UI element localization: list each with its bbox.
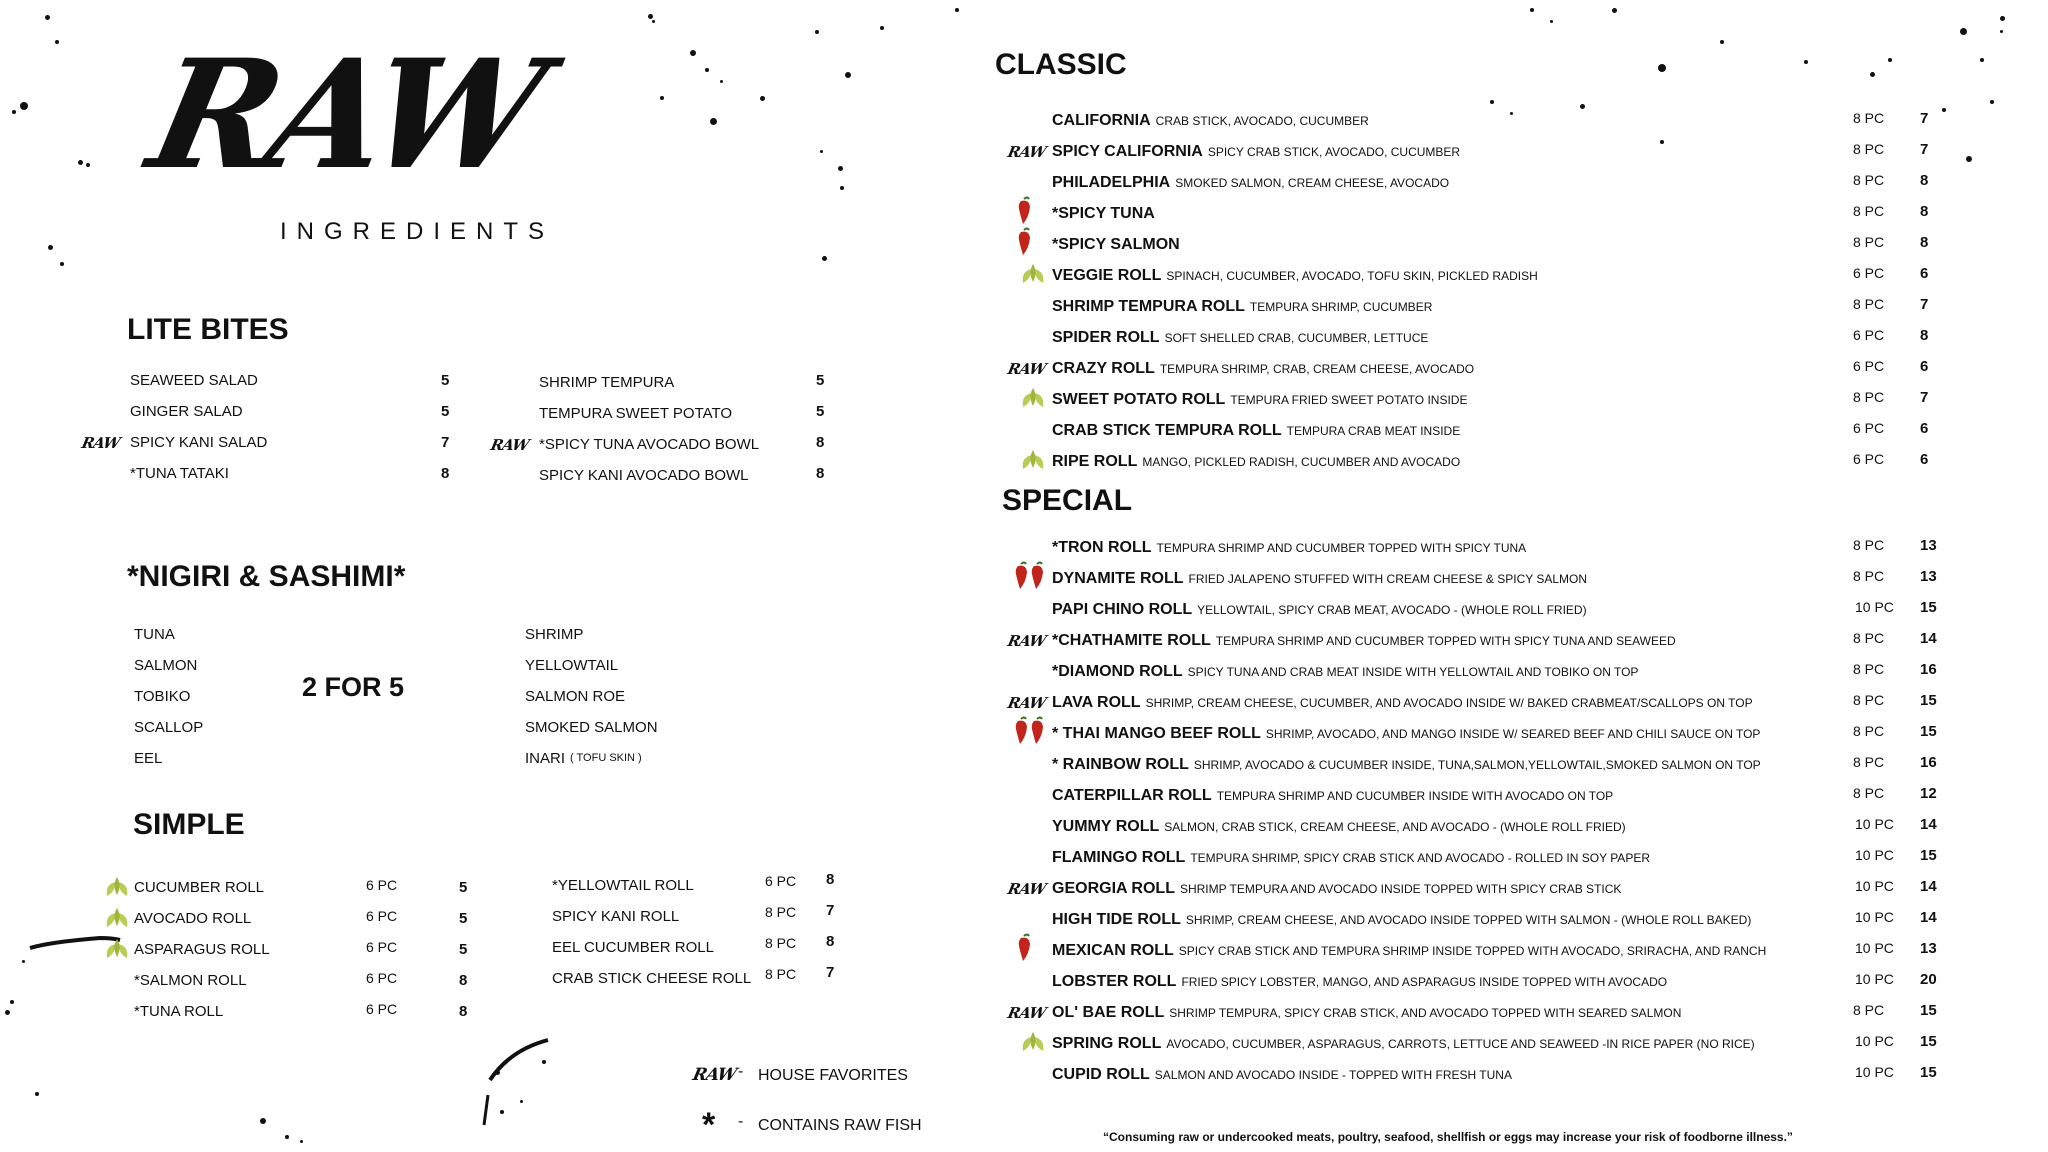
- menu-row: [1052, 942, 1766, 960]
- menu-row: [1052, 267, 1538, 285]
- piece-count: 8 PC: [1853, 203, 1885, 219]
- roll-name: CRAZY ROLL: [1052, 360, 1155, 377]
- double-pepper-icon: [1012, 715, 1052, 750]
- piece-count: 10 PC: [1855, 971, 1894, 987]
- roll-name: CRAB STICK TEMPURA ROLL: [1052, 422, 1282, 439]
- raw-favorite-icon: RAW: [489, 436, 531, 454]
- roll-price: 15: [1920, 1002, 1937, 1019]
- classic-title: CLASSIC: [995, 48, 1127, 81]
- raw-favorite-icon: RAW: [1006, 880, 1048, 898]
- roll-description: SHRIMP, AVOCADO & CUCUMBER INSIDE, TUNA,SALMON,YELLOWTAIL,SMOKED SALMON ON TOP: [1193, 758, 1761, 772]
- nigiri-item: SMOKED SALMON: [525, 719, 658, 736]
- piece-count: 8 PC: [1853, 692, 1885, 708]
- roll-name: HIGH TIDE ROLL: [1052, 911, 1181, 928]
- roll-description: TEMPURA CRAB MEAT INSIDE: [1286, 424, 1461, 438]
- roll-price: 8: [1920, 172, 1929, 189]
- roll-name: SWEET POTATO ROLL: [1052, 391, 1226, 408]
- roll-price: 15: [1920, 847, 1937, 864]
- piece-count: 8 PC: [1853, 234, 1885, 250]
- roll-name: YUMMY ROLL: [1052, 818, 1160, 835]
- roll-name: *DIAMOND ROLL: [1052, 663, 1183, 680]
- roll-name: PAPI CHINO ROLL: [1052, 601, 1193, 618]
- menu-row: [1052, 391, 1467, 409]
- inari-note: ( TOFU SKIN ): [570, 752, 642, 764]
- nigiri-item: EEL: [134, 750, 163, 767]
- lite-bites-title: LITE BITES: [127, 313, 289, 346]
- raw-favorite-icon: RAW: [80, 434, 122, 452]
- roll-description: TEMPURA FRIED SWEET POTATO INSIDE: [1230, 393, 1468, 407]
- lite-bite-item: SPICY KANI SALAD: [130, 434, 268, 451]
- nigiri-item: SALMON ROE: [525, 688, 626, 705]
- roll-name: DYNAMITE ROLL: [1052, 570, 1184, 587]
- piece-count: 6 PC: [366, 939, 398, 955]
- roll-price: 7: [1920, 389, 1929, 406]
- roll-price: 16: [1920, 661, 1937, 678]
- roll-description: YELLOWTAIL, SPICY CRAB MEAT, AVOCADO - (WHOLE ROLL FRIED): [1197, 603, 1587, 617]
- piece-count: 8 PC: [1853, 754, 1885, 770]
- roll-price: 8: [1920, 327, 1929, 344]
- roll-name: MEXICAN ROLL: [1052, 942, 1174, 959]
- simple-roll-item: CRAB STICK CHEESE ROLL: [552, 970, 752, 987]
- lite-bite-price: 8: [441, 465, 450, 482]
- simple-roll-price: 8: [459, 972, 468, 989]
- piece-count: 6 PC: [366, 970, 398, 986]
- piece-count: 10 PC: [1855, 909, 1894, 925]
- menu-row: [1052, 1035, 1755, 1053]
- pepper-icon: [1015, 226, 1037, 261]
- piece-count: 8 PC: [1853, 630, 1885, 646]
- roll-description: SHRIMP, AVOCADO, AND MANGO INSIDE W/ SEARED BEEF AND CHILI SAUCE ON TOP: [1265, 727, 1761, 741]
- roll-price: 20: [1920, 971, 1937, 988]
- menu-row: [1052, 694, 1753, 712]
- roll-price: 15: [1920, 692, 1937, 709]
- nigiri-deal: 2 FOR 5: [302, 672, 405, 702]
- lite-bite-item: *TUNA TATAKI: [130, 465, 229, 482]
- nigiri-item: SALMON: [134, 657, 198, 674]
- piece-count: 6 PC: [765, 873, 797, 889]
- menu-row: [1052, 601, 1587, 619]
- vegetarian-leaf-icon: [1020, 447, 1046, 476]
- roll-price: 6: [1920, 358, 1929, 375]
- roll-description: SHRIMP TEMPURA, SPICY CRAB STICK, AND AVOCADO TOPPED WITH SEARED SALMON: [1169, 1006, 1682, 1020]
- roll-name: CALIFORNIA: [1052, 112, 1151, 129]
- menu-row: [1052, 236, 1180, 254]
- nigiri-item: INARI: [525, 750, 566, 767]
- roll-price: 7: [1920, 110, 1929, 127]
- piece-count: 8 PC: [1853, 661, 1885, 677]
- roll-price: 13: [1920, 537, 1937, 554]
- lite-bite-item: TEMPURA SWEET POTATO: [539, 405, 733, 422]
- pepper-icon: [1015, 932, 1037, 967]
- piece-count: 8 PC: [1853, 141, 1885, 157]
- roll-price: 14: [1920, 909, 1937, 926]
- roll-description: TEMPURA SHRIMP AND CUCUMBER INSIDE WITH AVOCADO ON TOP: [1216, 789, 1614, 803]
- piece-count: 6 PC: [1853, 451, 1885, 467]
- roll-price: 15: [1920, 723, 1937, 740]
- roll-description: SPICY CRAB STICK, AVOCADO, CUCUMBER: [1207, 145, 1461, 159]
- simple-roll-item: SPICY KANI ROLL: [552, 908, 680, 925]
- menu-row: [1052, 329, 1428, 347]
- roll-price: 7: [1920, 141, 1929, 158]
- simple-roll-price: 5: [459, 941, 468, 958]
- simple-roll-price: 8: [459, 1003, 468, 1020]
- roll-description: FRIED SPICY LOBSTER, MANGO, AND ASPARAGUS INSIDE TOPPED WITH AVOCADO: [1181, 975, 1668, 989]
- roll-description: TEMPURA SHRIMP, CRAB, CREAM CHEESE, AVOCADO: [1159, 362, 1475, 376]
- piece-count: 8 PC: [1853, 1002, 1885, 1018]
- simple-roll-item: AVOCADO ROLL: [134, 910, 252, 927]
- double-pepper-icon: [1012, 560, 1052, 595]
- raw-favorite-icon: RAW: [1006, 632, 1048, 650]
- legend-house-favorites: HOUSE FAVORITES: [758, 1067, 908, 1084]
- simple-roll-item: CUCUMBER ROLL: [134, 879, 265, 896]
- menu-row: [1052, 1066, 1512, 1084]
- roll-price: 13: [1920, 568, 1937, 585]
- roll-price: 6: [1920, 420, 1929, 437]
- legend-asterisk: *: [702, 1106, 716, 1144]
- piece-count: 10 PC: [1855, 599, 1894, 615]
- nigiri-item: TOBIKO: [134, 688, 191, 705]
- menu-row: [1052, 205, 1155, 223]
- menu-row: [1052, 422, 1460, 440]
- roll-price: 14: [1920, 630, 1937, 647]
- piece-count: 8 PC: [1853, 296, 1885, 312]
- vegetarian-leaf-icon: [104, 874, 130, 903]
- roll-name: SPICY CALIFORNIA: [1052, 143, 1203, 160]
- lite-bite-item: SEAWEED SALAD: [130, 372, 258, 389]
- roll-name: CUPID ROLL: [1052, 1066, 1150, 1083]
- vegetarian-leaf-icon: [1020, 1029, 1046, 1058]
- menu-row: [1052, 911, 1751, 929]
- piece-count: 8 PC: [1853, 537, 1885, 553]
- piece-count: 10 PC: [1855, 878, 1894, 894]
- piece-count: 10 PC: [1855, 847, 1894, 863]
- roll-description: SALMON AND AVOCADO INSIDE - TOPPED WITH FRESH TUNA: [1154, 1068, 1512, 1082]
- roll-name: PHILADELPHIA: [1052, 174, 1171, 191]
- lite-bite-price: 7: [441, 434, 450, 451]
- piece-count: 8 PC: [1853, 172, 1885, 188]
- lite-bite-item: SPICY KANI AVOCADO BOWL: [539, 467, 749, 484]
- simple-roll-item: EEL CUCUMBER ROLL: [552, 939, 714, 956]
- menu-row: [1052, 632, 1676, 650]
- piece-count: 6 PC: [1853, 265, 1885, 281]
- logo-subtitle: INGREDIENTS: [280, 218, 555, 245]
- menu-row: [1052, 849, 1650, 867]
- roll-price: 14: [1920, 816, 1937, 833]
- legend-dash-2: -: [738, 1113, 744, 1130]
- roll-name: GEORGIA ROLL: [1052, 880, 1175, 897]
- roll-price: 6: [1920, 451, 1929, 468]
- piece-count: 10 PC: [1855, 1064, 1894, 1080]
- piece-count: 8 PC: [1853, 723, 1885, 739]
- simple-roll-item: *SALMON ROLL: [134, 972, 247, 989]
- lite-bite-item: *SPICY TUNA AVOCADO BOWL: [539, 436, 760, 453]
- food-safety-disclaimer: “Consuming raw or undercooked meats, poultry, seafood, shellfish or eggs may increase your risk of foodborne illness.”: [1103, 1130, 1793, 1144]
- legend-dash-1: -: [738, 1063, 744, 1080]
- roll-description: SALMON, CRAB STICK, CREAM CHEESE, AND AVOCADO - (WHOLE ROLL FRIED): [1164, 820, 1626, 834]
- menu-row: [1052, 1004, 1681, 1022]
- menu-row: [1052, 787, 1613, 805]
- menu-row: [1052, 360, 1474, 378]
- roll-price: 8: [1920, 203, 1929, 220]
- roll-name: CATERPILLAR ROLL: [1052, 787, 1212, 804]
- roll-description: SPICY CRAB STICK AND TEMPURA SHRIMP INSIDE TOPPED WITH AVOCADO, SRIRACHA, AND RANCH: [1178, 944, 1767, 958]
- roll-name: LOBSTER ROLL: [1052, 973, 1177, 990]
- menu-row: [1052, 570, 1587, 588]
- piece-count: 8 PC: [1853, 389, 1885, 405]
- simple-roll-price: 7: [826, 964, 835, 981]
- pepper-icon: [1015, 195, 1037, 230]
- menu-row: [1052, 539, 1526, 557]
- vegetarian-leaf-icon: [104, 936, 130, 965]
- roll-description: SPICY TUNA AND CRAB MEAT INSIDE WITH YELLOWTAIL AND TOBIKO ON TOP: [1187, 665, 1639, 679]
- roll-price: 14: [1920, 878, 1937, 895]
- raw-favorite-icon: RAW: [1006, 360, 1048, 378]
- vegetarian-leaf-icon: [104, 905, 130, 934]
- roll-price: 7: [1920, 296, 1929, 313]
- piece-count: 6 PC: [366, 908, 398, 924]
- roll-description: TEMPURA SHRIMP, CUCUMBER: [1249, 300, 1433, 314]
- roll-name: * THAI MANGO BEEF ROLL: [1052, 725, 1261, 742]
- roll-price: 15: [1920, 1033, 1937, 1050]
- menu-row: [1052, 298, 1432, 316]
- piece-count: 8 PC: [765, 966, 797, 982]
- roll-description: SHRIMP, CREAM CHEESE, CUCUMBER, AND AVOCADO INSIDE W/ BAKED CRABMEAT/SCALLOPS ON TOP: [1145, 696, 1753, 710]
- roll-price: 8: [1920, 234, 1929, 251]
- piece-count: 10 PC: [1855, 1033, 1894, 1049]
- piece-count: 6 PC: [1853, 327, 1885, 343]
- roll-description: TEMPURA SHRIMP, SPICY CRAB STICK AND AVOCADO - ROLLED IN SOY PAPER: [1190, 851, 1650, 865]
- piece-count: 8 PC: [1853, 568, 1885, 584]
- roll-description: MANGO, PICKLED RADISH, CUCUMBER AND AVOCADO: [1142, 455, 1461, 469]
- nigiri-item: YELLOWTAIL: [525, 657, 619, 674]
- nigiri-item: SHRIMP: [525, 626, 584, 643]
- lite-bite-item: GINGER SALAD: [130, 403, 243, 420]
- roll-price: 6: [1920, 265, 1929, 282]
- roll-price: 12: [1920, 785, 1937, 802]
- lite-bite-price: 8: [816, 434, 825, 451]
- roll-price: 15: [1920, 599, 1937, 616]
- simple-roll-item: *TUNA ROLL: [134, 1003, 224, 1020]
- roll-price: 16: [1920, 754, 1937, 771]
- raw-favorite-icon: RAW: [1006, 694, 1048, 712]
- piece-count: 10 PC: [1855, 816, 1894, 832]
- nigiri-title: *NIGIRI & SASHIMI*: [127, 560, 406, 593]
- roll-description: SOFT SHELLED CRAB, CUCUMBER, LETTUCE: [1164, 331, 1429, 345]
- roll-name: *SPICY SALMON: [1052, 236, 1180, 253]
- piece-count: 8 PC: [1853, 785, 1885, 801]
- menu-row: [1052, 112, 1369, 130]
- simple-roll-price: 8: [826, 871, 835, 888]
- vegetarian-leaf-icon: [1020, 385, 1046, 414]
- lite-bite-price: 5: [816, 403, 825, 420]
- menu-row: [1052, 973, 1667, 991]
- menu-row: [1052, 453, 1460, 471]
- piece-count: 6 PC: [1853, 358, 1885, 374]
- roll-description: TEMPURA SHRIMP AND CUCUMBER TOPPED WITH SPICY TUNA: [1156, 541, 1527, 555]
- piece-count: 8 PC: [1853, 110, 1885, 126]
- simple-roll-price: 5: [459, 910, 468, 927]
- roll-name: SPIDER ROLL: [1052, 329, 1160, 346]
- piece-count: 6 PC: [366, 877, 398, 893]
- roll-name: SHRIMP TEMPURA ROLL: [1052, 298, 1245, 315]
- roll-name: LAVA ROLL: [1052, 694, 1141, 711]
- vegetarian-leaf-icon: [1020, 261, 1046, 290]
- roll-description: CRAB STICK, AVOCADO, CUCUMBER: [1155, 114, 1369, 128]
- legend-raw-fish: CONTAINS RAW FISH: [758, 1117, 922, 1134]
- roll-description: SHRIMP TEMPURA AND AVOCADO INSIDE TOPPED WITH SPICY CRAB STICK: [1179, 882, 1622, 896]
- nigiri-item: TUNA: [134, 626, 175, 643]
- special-title: SPECIAL: [1002, 484, 1133, 517]
- roll-name: RIPE ROLL: [1052, 453, 1138, 470]
- legend-raw-mark: RAW: [690, 1065, 738, 1085]
- roll-name: SPRING ROLL: [1052, 1035, 1162, 1052]
- roll-name: FLAMINGO ROLL: [1052, 849, 1186, 866]
- lite-bite-item: SHRIMP TEMPURA: [539, 374, 675, 391]
- simple-roll-price: 7: [826, 902, 835, 919]
- roll-description: FRIED JALAPENO STUFFED WITH CREAM CHEESE & SPICY SALMON: [1188, 572, 1588, 586]
- nigiri-item: SCALLOP: [134, 719, 204, 736]
- piece-count: 8 PC: [765, 904, 797, 920]
- logo-raw-word: RAW: [136, 27, 552, 203]
- simple-roll-price: 5: [459, 879, 468, 896]
- roll-name: * RAINBOW ROLL: [1052, 756, 1189, 773]
- menu-row: [1052, 880, 1621, 898]
- piece-count: 10 PC: [1855, 940, 1894, 956]
- raw-favorite-icon: RAW: [1006, 143, 1048, 161]
- menu-row: [1052, 663, 1638, 681]
- piece-count: 6 PC: [1853, 420, 1885, 436]
- piece-count: 8 PC: [765, 935, 797, 951]
- roll-name: OL' BAE ROLL: [1052, 1004, 1165, 1021]
- roll-description: SHRIMP, CREAM CHEESE, AND AVOCADO INSIDE TOPPED WITH SALMON - (WHOLE ROLL BAKED): [1185, 913, 1752, 927]
- simple-roll-item: ASPARAGUS ROLL: [134, 941, 270, 958]
- roll-description: AVOCADO, CUCUMBER, ASPARAGUS, CARROTS, LETTUCE AND SEAWEED -IN RICE PAPER (NO RICE): [1166, 1037, 1755, 1051]
- raw-favorite-icon: RAW: [1006, 1004, 1048, 1022]
- roll-description: TEMPURA SHRIMP AND CUCUMBER TOPPED WITH SPICY TUNA AND SEAWEED: [1215, 634, 1676, 648]
- simple-roll-item: *YELLOWTAIL ROLL: [552, 877, 694, 894]
- roll-name: VEGGIE ROLL: [1052, 267, 1162, 284]
- roll-price: 13: [1920, 940, 1937, 957]
- roll-description: SPINACH, CUCUMBER, AVOCADO, TOFU SKIN, PICKLED RADISH: [1166, 269, 1538, 283]
- lite-bite-price: 8: [816, 465, 825, 482]
- lite-bite-price: 5: [441, 372, 450, 389]
- roll-name: *SPICY TUNA: [1052, 205, 1155, 222]
- lite-bite-price: 5: [816, 372, 825, 389]
- roll-name: *TRON ROLL: [1052, 539, 1152, 556]
- simple-roll-price: 8: [826, 933, 835, 950]
- menu-row: [1052, 756, 1761, 774]
- roll-name: *CHATHAMITE ROLL: [1052, 632, 1211, 649]
- menu-row: [1052, 143, 1460, 161]
- roll-description: SMOKED SALMON, CREAM CHEESE, AVOCADO: [1175, 176, 1450, 190]
- menu-row: [1052, 725, 1760, 743]
- roll-price: 15: [1920, 1064, 1937, 1081]
- menu-row: [1052, 818, 1626, 836]
- menu-row: [1052, 174, 1449, 192]
- lite-bite-price: 5: [441, 403, 450, 420]
- simple-title: SIMPLE: [133, 808, 245, 841]
- piece-count: 6 PC: [366, 1001, 398, 1017]
